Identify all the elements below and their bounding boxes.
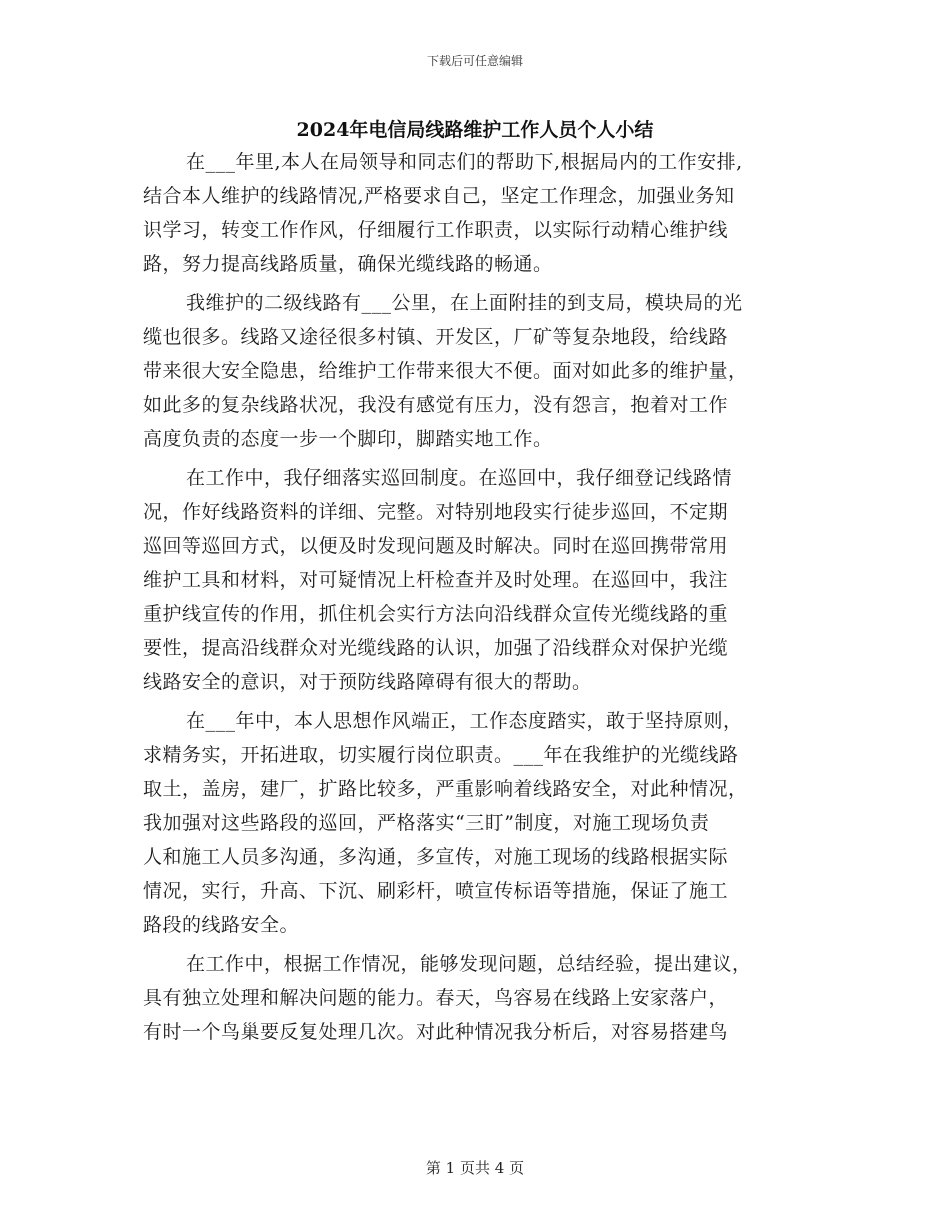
paragraph-line: 带来很大安全隐患，给维护工作带来很大不便。面对如此多的维护量，: [143, 360, 748, 382]
paragraph-line: 巡回等巡回方式，以便及时发现问题及时解决。同时在巡回携带常用: [143, 535, 729, 557]
paragraph: [143, 461, 813, 699]
paragraph: [143, 286, 813, 456]
paragraph-line: 在工作中，根据工作情况，能够发现问题，总结经验，提出建议，: [186, 953, 752, 975]
paragraph-line: 缆也很多。线路又途径很多村镇、开发区，厂矿等复杂地段，给线路: [143, 326, 729, 348]
header-note: 下载后可任意编辑: [426, 54, 523, 68]
paragraph-line: 维护工具和材料，对可疑情况上杆检查并及时处理。在巡回中，我注: [143, 569, 729, 591]
paragraph-line: 人和施工人员多沟通，多沟通，多宣传，对施工现场的线路根据实际: [143, 846, 729, 868]
paragraph-line: 我维护的二级线路有___公里，在上面附挂的到支局，模块局的光: [186, 292, 743, 314]
paragraph-line: 高度负责的态度一步一个脚印，脚踏实地工作。: [143, 428, 553, 450]
paragraph: [143, 947, 813, 1049]
paragraph-line: 具有独立处理和解决问题的能力。春天，鸟容易在线路上安家落户，: [143, 987, 729, 1009]
paragraph: [143, 145, 813, 281]
paragraph-line: 情况，实行，升高、下沉、刷彩杆，喷宣传标语等措施，保证了施工: [143, 880, 729, 902]
paragraph: [143, 704, 813, 942]
paragraph-line: 结合本人维护的线路情况,严格要求自己，坚定工作理念，加强业务知: [143, 185, 735, 207]
paragraph-line: 在___年里,本人在局领导和同志们的帮助下,根据局内的工作安排,: [186, 151, 743, 173]
paragraph-line: 在___年中，本人思想作风端正，工作态度踏实，敢于坚持原则，: [186, 710, 743, 732]
paragraph-line: 线路安全的意识，对于预防线路障碍有很大的帮助。: [143, 671, 592, 693]
paragraph-line: 如此多的复杂线路状况，我没有感觉有压力，没有怨言，抱着对工作: [143, 394, 729, 416]
paragraph-line: 识学习，转变工作作风，仔细履行工作职责，以实际行动精心维护线: [143, 219, 729, 241]
paragraph-line: 求精务实，开拓进取，切实履行岗位职责。___年在我维护的光缆线路: [143, 744, 739, 766]
document-body: [143, 145, 813, 1049]
paragraph-line: 在工作中，我仔细落实巡回制度。在巡回中，我仔细登记线路情: [186, 467, 733, 489]
paragraph-line: 我加强对这些路段的巡回，严格落实“三盯”制度，对施工现场负责: [143, 812, 710, 834]
paragraph-line: 重护线宣传的作用，抓住机会实行方法向沿线群众宣传光缆线路的重: [143, 603, 729, 625]
paragraph-line: 路段的线路安全。: [143, 914, 300, 936]
paragraph-line: 要性，提高沿线群众对光缆线路的认识，加强了沿线群众对保护光缆: [143, 637, 729, 659]
document-title: 2024年电信局线路维护工作人员个人小结: [296, 119, 654, 141]
paragraph-line: 况，作好线路资料的详细、完整。对特别地段实行徒步巡回，不定期: [143, 501, 729, 523]
page-number: 第 1 页共 4 页: [425, 1159, 525, 1177]
paragraph-line: 取土，盖房，建厂，扩路比较多，严重影响着线路安全，对此种情况，: [143, 778, 748, 800]
paragraph-line: 路，努力提高线路质量，确保光缆线路的畅通。: [143, 253, 553, 275]
paragraph-line: 有时一个鸟巢要反复处理几次。对此种情况我分析后，对容易搭建鸟: [143, 1021, 729, 1043]
